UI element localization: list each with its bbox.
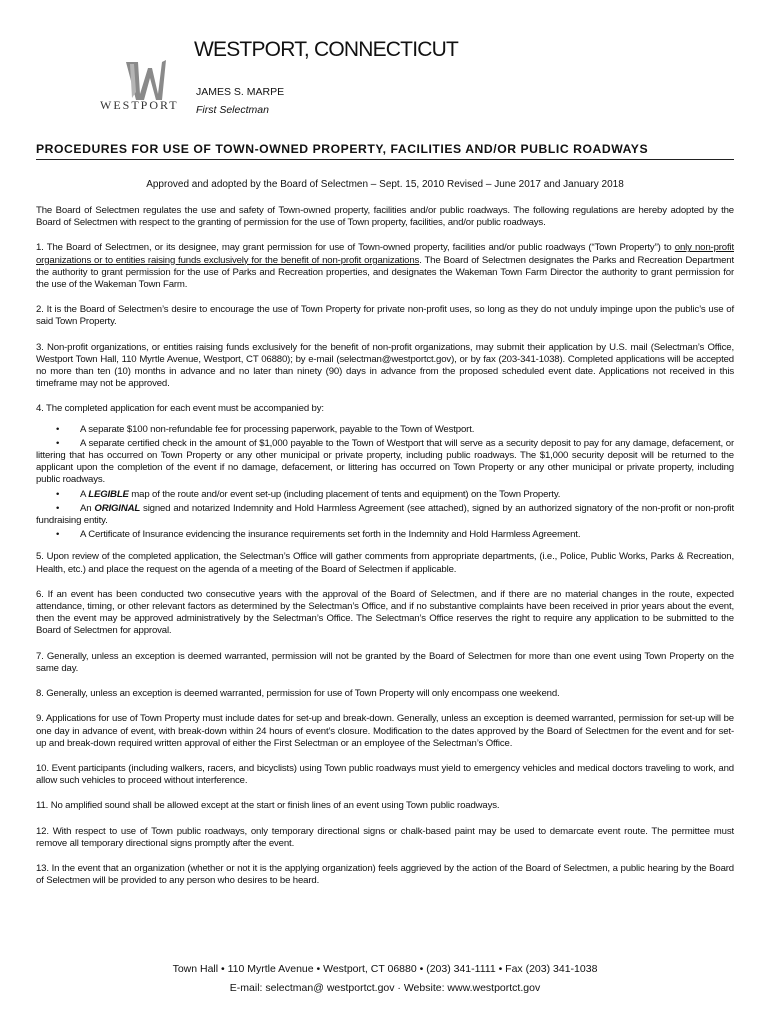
bullet-icon: • xyxy=(56,423,60,435)
item-3: 3. Non-profit organizations, or entities raising funds exclusively for the benefit of non-profit organizations, may submit their application by U.S. mail (Selectman’s Office, Westport Town Hall, 110 Myrtle Avenue, Westport, CT 06880); by e-mail (selectman@westportct.gov), or by fax (203-341-1038). Completed applications will be accepted no more than ten (10) months in advance and no later than ninety (90) days in advance from the proposed scheduled event date. Applications not received in this timeframe may not be approved. xyxy=(36,341,734,390)
item-11: 11. No amplified sound shall be allowed except at the start or finish lines of an event using Town public roadways. xyxy=(36,800,500,812)
title-divider xyxy=(36,159,734,160)
list-item: • A LEGIBLE map of the route and/or event set-up (including placement of tents and equipment) on the Town Property. xyxy=(56,488,561,500)
item-9: 9. Applications for use of Town Property must include dates for set-up and break-down. Generally, unless an exception is deemed warranted, permission for set-up will be one day in advance of event, with break-down within 24 hours of event’s closure. Modification to the dates approved by the Board of Selectmen for the event and for set-up and break-down required written approval of either the First Selectman or an employee of the Selectman’s Office. xyxy=(36,713,734,749)
item-1: 1. The Board of Selectmen, or its designee, may grant permission for use of Town-owned property, facilities and/or public roadways (“Town Property”) to only non-profit organizations or to entities raising funds exclusively for the benefit of non-profit organizations. The Board of Selectmen designates the Parks and Recreation Department the authority to grant permission for the use of Parks and Recreation properties, and designates the Wakeman Town Farm Director the authority to grant permission for the use of the Wakeman Town Farm. xyxy=(36,242,734,291)
bullet-icon: • xyxy=(56,529,60,541)
requirements-list xyxy=(36,424,734,542)
logo-wordmark: WESTPORT xyxy=(100,98,179,112)
official-name: JAMES S. MARPE xyxy=(196,86,285,98)
town-title: WESTPORT, CONNECTICUT xyxy=(194,38,458,61)
official-title: First Selectman xyxy=(196,104,269,116)
item-8: 8. Generally, unless an exception is deemed warranted, permission for use of Town Property will only encompass one weekend. xyxy=(36,688,560,700)
item-4: 4. The completed application for each event must be accompanied by: xyxy=(36,403,324,415)
item-10: 10. Event participants (including walkers, racers, and bicyclists) using Town public roadways must yield to emergency vehicles and medical doctors traveling to work, and allow such vehicles to proceed without interference. xyxy=(36,762,734,787)
list-item: • A separate $100 non-refundable fee for processing paperwork, payable to the Town of Westport. xyxy=(56,423,475,435)
item-1-underlined: only non-profit organizations or to entities raising funds exclusively for the benefit of non-profit organizations xyxy=(36,242,734,266)
bullet-icon: • xyxy=(56,488,60,500)
intro-paragraph: The Board of Selectmen regulates the use and safety of Town-owned property, facilities and/or public roadways. The following regulations are hereby adopted by the Board of Selectmen with respect to the granting of permission for the use of Town property, facilities, and/or public roadways. xyxy=(36,205,734,229)
list-item: • A Certificate of Insurance evidencing the insurance requirements set forth in the Indemnity and Hold Harmless Agreement. xyxy=(56,529,581,541)
footer-address: Town Hall • 110 Myrtle Avenue • Westport, CT 06880 • (203) 341-1111 • Fax (203) 341-1038 xyxy=(172,963,598,975)
bullet-icon: • xyxy=(56,502,60,514)
list-item: • A separate certified check in the amount of $1,000 payable to the Town of Westport that will serve as a security deposit to pay for any damage, defacement, or littering that has occurred on Town Property or any other municipal or private property, including public roadways. The $1,000 security deposit will be returned to the applicant upon the completion of the event if no damage, defacement, or littering has occurred on Town Property or any other municipal or private property, including public roadways. xyxy=(36,437,734,486)
list-item: • An ORIGINAL signed and notarized Indemnity and Hold Harmless Agreement (see attached), signed by an authorized signatory of the non-profit or non-profit fundraising entity. xyxy=(36,502,734,527)
item-5: 5. Upon review of the completed application, the Selectman’s Office will gather comments from appropriate departments, (i.e., Police, Public Works, Parks & Recreation, Health, etc.) and place the request on the agenda of a meeting of the Board of Selectmen if applicable. xyxy=(36,551,734,575)
item-6: 6. If an event has been conducted two consecutive years with the approval of the Board of Selectmen, and if there are no material changes in the route, expected attendance, timing, or other relevant factors as determined by the Selectman’s Office, and if no substantive complaints have been received in prior years about the event, then the event may be approved administratively by the Selectman’s Office. The Selectman’s Office reserves the right to require any application to be submitted to the Board of Selectmen for approval. xyxy=(36,588,734,637)
footer-contact: E-mail: selectman@ westportct.gov · Website: www.westportct.gov xyxy=(229,982,541,994)
bullet-icon: • xyxy=(56,437,60,449)
item-12: 12. With respect to use of Town public roadways, only temporary directional signs or chalk-based paint may be used to demarcate event route. The permittee must remove all temporary directional signs promptly after the event. xyxy=(36,825,734,849)
document-body xyxy=(36,205,734,900)
item-2: 2. It is the Board of Selectmen’s desire to encourage the use of Town Property for private non-profit uses, so long as they do not unduly impinge upon the public’s use of said Town Property. xyxy=(36,304,734,328)
document-title: PROCEDURES FOR USE OF TOWN-OWNED PROPERTY, FACILITIES AND/OR PUBLIC ROADWAYS xyxy=(36,142,649,156)
item-7: 7. Generally, unless an exception is deemed warranted, permission will not be granted by the Board of Selectmen for more than one event using Town Property on the same day. xyxy=(36,650,734,674)
approval-line: Approved and adopted by the Board of Selectmen – Sept. 15, 2010 Revised – June 2017 and January 2018 xyxy=(146,179,624,190)
item-13: 13. In the event that an organization (whether or not it is the applying organization) feels aggrieved by the action of the Board of Selectmen, a public hearing by the Board of Selectmen will be provided to any person who desires to be heard. xyxy=(36,862,734,887)
